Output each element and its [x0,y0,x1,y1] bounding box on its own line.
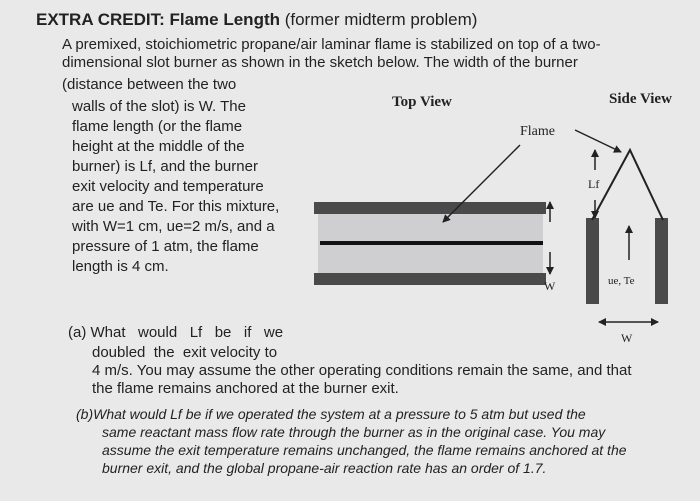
intro-line: A premixed, stoichiometric propane/air laminar flame is stabilized on top of a two- [62,36,601,53]
top-view-label: Top View [392,94,452,110]
top-view-slot [314,202,546,285]
question-b-line: same reactant mass flow rate through the burner as in the original case. You may [102,424,606,440]
title-rest: (former midterm problem) [280,10,478,29]
flame-triangle [592,150,663,220]
intro-line: (distance between the two [62,76,237,93]
intro-line: are ue and Te. For this mixture, [72,198,280,215]
question-a-line: (a) What would Lf be if we [68,324,284,341]
intro-line: walls of the slot) is W. The [72,98,246,115]
title-bold: EXTRA CREDIT: Flame Length [36,10,280,29]
lf-label: Lf [588,177,600,191]
ue-te-label: ue, Te [608,275,635,287]
question-a-line: 4 m/s. You may assume the other operating conditions remain the same, and that [92,362,632,379]
intro-line: flame length (or the flame [72,118,243,135]
side-right-wall [655,218,668,304]
question-a-line: doubled the exit velocity to [92,344,278,361]
question-b-line: assume the exit temperature remains unchanged, the flame remains anchored at the [102,442,627,458]
intro-line: with W=1 cm, ue=2 m/s, and a [72,218,275,235]
intro-line: pressure of 1 atm, the flame [72,238,259,255]
flame-label: Flame [520,124,555,139]
intro-line: height at the middle of the [72,138,245,155]
question-b-line: (b)What would Lf be if we operated the system at a pressure to 5 atm but used the [76,406,586,422]
side-view-pointer-arrow [575,130,621,152]
intro-line: burner) is Lf, and the burner [72,158,258,175]
slot-bottom-wall [314,273,546,285]
intro-line: dimensional slot burner as shown in the sketch below. The width of the burner [62,54,578,71]
side-view-label: Side View [609,91,672,107]
w-label-side: W [621,331,633,345]
intro-line: length is 4 cm. [72,258,169,275]
question-b-line: burner exit, and the global propane-air reaction rate has an order of 1.7. [102,460,547,476]
slot-top-wall [314,202,546,214]
question-a-line: the flame remains anchored at the burner exit. [92,380,399,397]
side-left-wall [586,218,599,304]
intro-line: exit velocity and temperature [72,178,264,195]
w-label-top: W [544,279,556,293]
